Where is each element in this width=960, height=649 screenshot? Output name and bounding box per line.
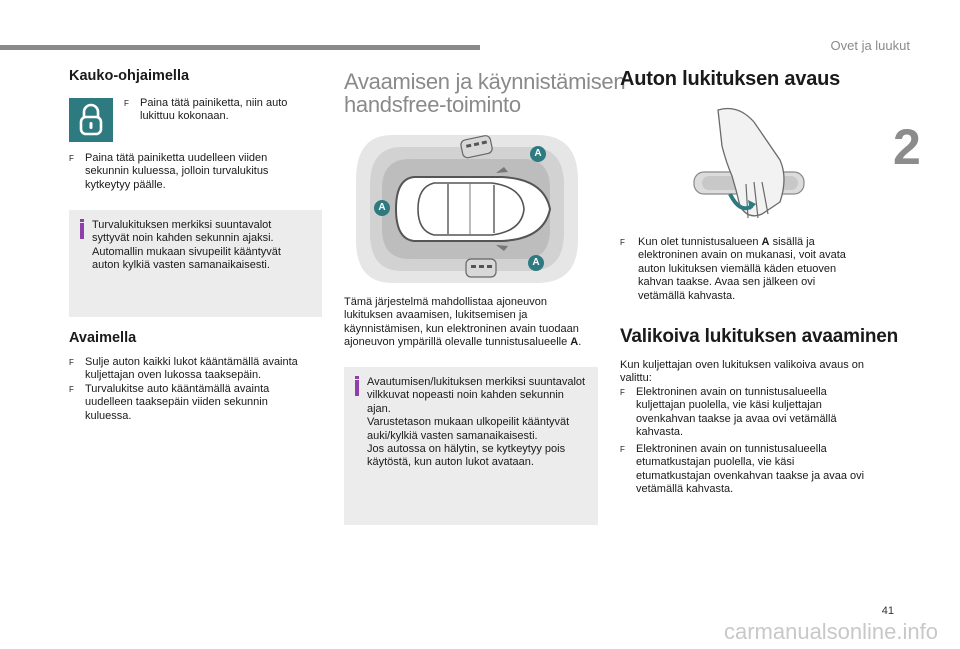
info-box [344,367,598,525]
info-text: Turvalukituksen merkiksi suuntavalot syttyvät noin kahden sekunnin ajaksi. Automallin mukaan sivupeilit kääntyvät auton kylkiä vasten samanaikaisesti. [92,219,281,272]
unlock-bullet: F Kun olet tunnistusalueen A sisällä ja elektroninen avain on mukanasi, voit avata auton lukituksen viemällä käden etuoven kahvan taakse. Avaa sen jälkeen ovi vetämällä kahvasta. [620,236,846,302]
zone-label-a: A [530,146,546,162]
bullet-mark: F [620,388,625,397]
handsfree-paragraph: Tämä järjestelmä mahdollistaa ajoneuvon lukituksen avaamisen, lukitsemisen ja käynnistämisen, kun elektroninen avain tuodaan ajoneuvon ympärillä olevalle tunnistusalueelle A. [344,296,582,349]
hand-door-handle-illustration [688,102,808,226]
info-icon [355,376,359,379]
selective-bullet-1: F Elektroninen avain on tunnistusalueella kuljettajan puolella, vie käsi kuljettajan ovenkahvan taakse ja avaa ovi vetämällä kahvasta. [620,386,837,439]
header-bar [0,45,480,50]
info-box [69,210,322,317]
unlock-heading: Auton lukituksen avaus [620,68,841,90]
remote-heading: Kauko-ohjaimella [69,68,190,84]
zone-label-a: A [528,255,544,271]
info-text: Avautumisen/lukituksen merkiksi suuntavalot vilkkuvat nopeasti noin kahden sekunnin ajan. Varustetason mukaan ulkopeilit kääntyvät auki/kylkiä vasten samanaikaisesti. Jos autossa on hälytin, se kytkeytyy pois käytöstä, kun auton lukot avataan. [367,376,586,469]
selective-heading: Valikoiva lukituksen avaaminen [620,326,899,347]
selective-bullet-2: F Elektroninen avain on tunnistusalueella etumatkustajan puolella, vie käsi etumatkustajan ovenkahvan taakse ja avaa ovi vetämällä kahvasta. [620,443,865,496]
bullet-mark: F [69,154,74,163]
chapter-number: 2 [893,119,921,175]
remote-bullet-2: F Paina tätä painiketta uudelleen viiden sekunnin kuluessa, jolloin turvalukitus kytkeytyy päälle. [69,152,269,191]
padlock-icon [69,98,113,142]
handsfree-heading: Avaamisen ja käynnistämisen handsfree-toiminto [344,69,626,117]
bullet-mark: F [620,238,625,247]
page-number: 41 [881,605,894,617]
bullet-mark: F [69,385,74,394]
bullet-mark: F [69,358,74,367]
remote-bullet-1: F Paina tätä painiketta, niin auto lukittuu kokonaan. [124,97,288,123]
selective-intro: Kun kuljettajan oven lukituksen valikoiva avaus on valittu: [620,359,864,385]
section-title: Ovet ja luukut [830,38,910,53]
bullet-mark: F [620,445,625,454]
watermark: carmanualsonline.info [723,619,938,644]
detection-zone-illustration [352,125,584,291]
key-heading: Avaimella [69,330,137,346]
key-bullet-2: F Turvalukitse auto kääntämällä avainta uudelleen taaksepäin viiden sekunnin kuluessa. [69,383,270,422]
info-icon [80,219,84,222]
bullet-mark: F [124,99,129,108]
zone-label-a: A [374,200,390,216]
key-bullet-1: F Sulje auton kaikki lukot kääntämällä avainta kuljettajan oven lukossa taaksepäin. [69,356,298,382]
